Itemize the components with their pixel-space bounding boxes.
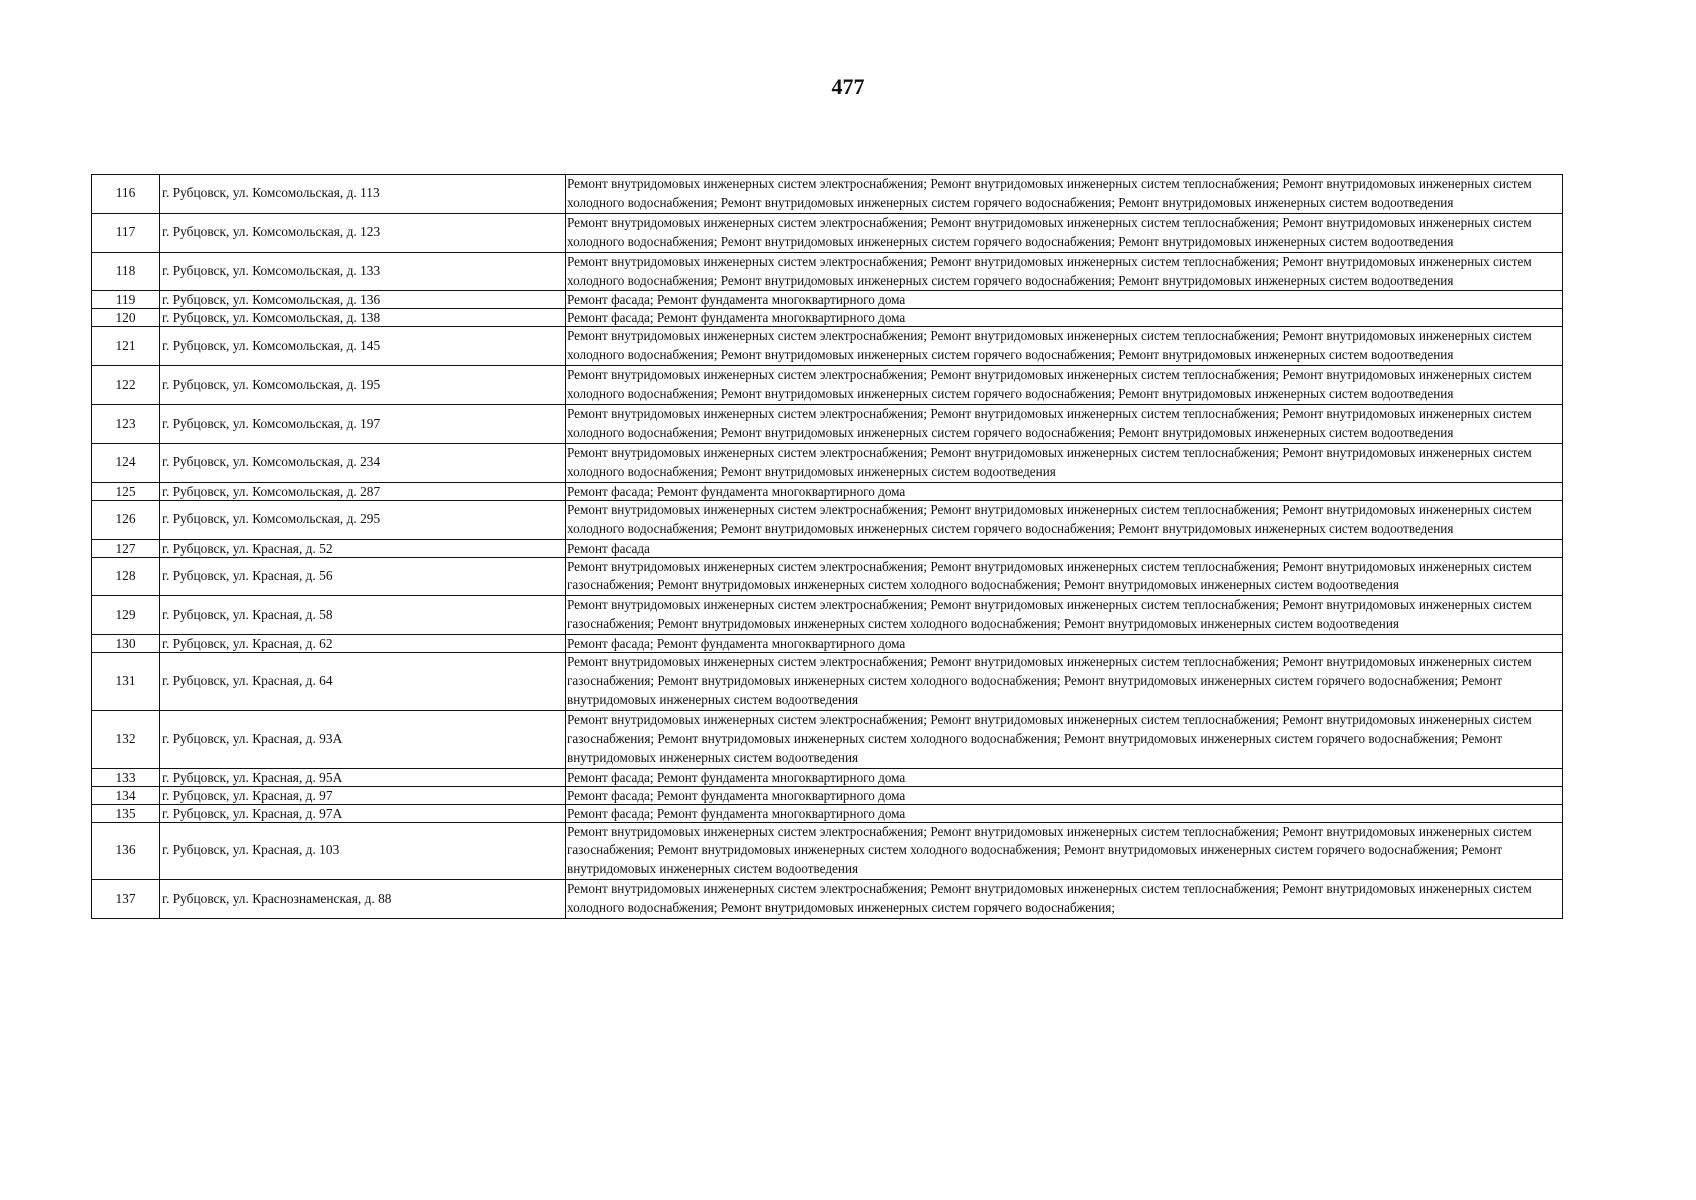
address-cell: г. Рубцовск, ул. Красная, д. 103 xyxy=(160,822,566,880)
table-row xyxy=(92,768,1563,786)
row-number: 135 xyxy=(92,804,160,822)
row-number: 119 xyxy=(92,291,160,309)
address-cell: г. Рубцовск, ул. Красная, д. 58 xyxy=(160,596,566,635)
row-number: 132 xyxy=(92,710,160,768)
row-number: 116 xyxy=(92,175,160,214)
works-cell: Ремонт внутридомовых инженерных систем электроснабжения; Ремонт внутридомовых инженерных систем теплоснабжения; Ремонт внутридомовых инженерных систем холодного водоснабжения; Ремонт внутридомовых инженерных систем горячего водоснабжения; Ремонт внутридомовых инженерных систем водоотведения xyxy=(566,500,1563,539)
repair-works-table xyxy=(91,174,1563,919)
works-cell: Ремонт внутридомовых инженерных систем электроснабжения; Ремонт внутридомовых инженерных систем теплоснабжения; Ремонт внутридомовых инженерных систем газоснабжения; Ремонт внутридомовых инженерных систем холодного водоснабжения; Ремонт внутридомовых инженерных систем водоотведения xyxy=(566,596,1563,635)
row-number: 127 xyxy=(92,539,160,557)
address-cell: г. Рубцовск, ул. Комсомольская, д. 234 xyxy=(160,443,566,482)
table-row xyxy=(92,443,1563,482)
works-cell: Ремонт фасада; Ремонт фундамента многоквартирного дома xyxy=(566,768,1563,786)
table-row xyxy=(92,175,1563,214)
page-number: 477 xyxy=(831,74,865,99)
address-cell: г. Рубцовск, ул. Комсомольская, д. 295 xyxy=(160,500,566,539)
address-cell: г. Рубцовск, ул. Комсомольская, д. 138 xyxy=(160,309,566,327)
works-cell: Ремонт фасада; Ремонт фундамента многоквартирного дома xyxy=(566,482,1563,500)
address-cell: г. Рубцовск, ул. Красная, д. 62 xyxy=(160,635,566,653)
row-number: 131 xyxy=(92,653,160,711)
table-row xyxy=(92,366,1563,405)
table-row xyxy=(92,213,1563,252)
row-number: 118 xyxy=(92,252,160,291)
works-cell: Ремонт внутридомовых инженерных систем электроснабжения; Ремонт внутридомовых инженерных систем теплоснабжения; Ремонт внутридомовых инженерных систем холодного водоснабжения; Ремонт внутридомовых инженерных систем горячего водоснабжения; Ремонт внутридомовых инженерных систем водоотведения xyxy=(566,252,1563,291)
works-cell: Ремонт внутридомовых инженерных систем электроснабжения; Ремонт внутридомовых инженерных систем теплоснабжения; Ремонт внутридомовых инженерных систем холодного водоснабжения; Ремонт внутридомовых инженерных систем горячего водоснабжения; xyxy=(566,880,1563,919)
table-row xyxy=(92,482,1563,500)
address-cell: г. Рубцовск, ул. Комсомольская, д. 287 xyxy=(160,482,566,500)
table-row xyxy=(92,500,1563,539)
table-row xyxy=(92,880,1563,919)
works-cell: Ремонт фасада; Ремонт фундамента многоквартирного дома xyxy=(566,635,1563,653)
table-row xyxy=(92,596,1563,635)
table-row xyxy=(92,405,1563,444)
works-cell: Ремонт внутридомовых инженерных систем электроснабжения; Ремонт внутридомовых инженерных систем теплоснабжения; Ремонт внутридомовых инженерных систем газоснабжения; Ремонт внутридомовых инженерных систем холодного водоснабжения; Ремонт внутридомовых инженерных систем водоотведения xyxy=(566,557,1563,596)
works-cell: Ремонт внутридомовых инженерных систем электроснабжения; Ремонт внутридомовых инженерных систем теплоснабжения; Ремонт внутридомовых инженерных систем холодного водоснабжения; Ремонт внутридомовых инженерных систем горячего водоснабжения; Ремонт внутридомовых инженерных систем водоотведения xyxy=(566,327,1563,366)
table-row xyxy=(92,653,1563,711)
row-number: 120 xyxy=(92,309,160,327)
address-cell: г. Рубцовск, ул. Красная, д. 95А xyxy=(160,768,566,786)
works-cell: Ремонт фасада; Ремонт фундамента многоквартирного дома xyxy=(566,291,1563,309)
row-number: 133 xyxy=(92,768,160,786)
row-number: 126 xyxy=(92,500,160,539)
works-cell: Ремонт фасада xyxy=(566,539,1563,557)
table-row xyxy=(92,804,1563,822)
address-cell: г. Рубцовск, ул. Комсомольская, д. 195 xyxy=(160,366,566,405)
table-row xyxy=(92,557,1563,596)
table-row xyxy=(92,635,1563,653)
works-cell: Ремонт внутридомовых инженерных систем электроснабжения; Ремонт внутридомовых инженерных систем теплоснабжения; Ремонт внутридомовых инженерных систем газоснабжения; Ремонт внутридомовых инженерных систем холодного водоснабжения; Ремонт внутридомовых инженерных систем горячего водоснабжения; Ремонт внутридомовых инженерных систем водоотведения xyxy=(566,822,1563,880)
works-cell: Ремонт внутридомовых инженерных систем электроснабжения; Ремонт внутридомовых инженерных систем теплоснабжения; Ремонт внутридомовых инженерных систем газоснабжения; Ремонт внутридомовых инженерных систем холодного водоснабжения; Ремонт внутридомовых инженерных систем горячего водоснабжения; Ремонт внутридомовых инженерных систем водоотведения xyxy=(566,653,1563,711)
address-cell: г. Рубцовск, ул. Краснознаменская, д. 88 xyxy=(160,880,566,919)
address-cell: г. Рубцовск, ул. Красная, д. 52 xyxy=(160,539,566,557)
address-cell: г. Рубцовск, ул. Красная, д. 93А xyxy=(160,710,566,768)
address-cell: г. Рубцовск, ул. Красная, д. 64 xyxy=(160,653,566,711)
works-cell: Ремонт внутридомовых инженерных систем электроснабжения; Ремонт внутридомовых инженерных систем теплоснабжения; Ремонт внутридомовых инженерных систем холодного водоснабжения; Ремонт внутридомовых инженерных систем горячего водоснабжения; Ремонт внутридомовых инженерных систем водоотведения xyxy=(566,405,1563,444)
address-cell: г. Рубцовск, ул. Красная, д. 56 xyxy=(160,557,566,596)
address-cell: г. Рубцовск, ул. Комсомольская, д. 145 xyxy=(160,327,566,366)
row-number: 124 xyxy=(92,443,160,482)
table-body xyxy=(92,175,1563,919)
row-number: 128 xyxy=(92,557,160,596)
address-cell: г. Рубцовск, ул. Красная, д. 97А xyxy=(160,804,566,822)
address-cell: г. Рубцовск, ул. Комсомольская, д. 113 xyxy=(160,175,566,214)
works-cell: Ремонт внутридомовых инженерных систем электроснабжения; Ремонт внутридомовых инженерных систем теплоснабжения; Ремонт внутридомовых инженерных систем холодного водоснабжения; Ремонт внутридомовых инженерных систем горячего водоснабжения; Ремонт внутридомовых инженерных систем водоотведения xyxy=(566,175,1563,214)
row-number: 130 xyxy=(92,635,160,653)
row-number: 117 xyxy=(92,213,160,252)
address-cell: г. Рубцовск, ул. Красная, д. 97 xyxy=(160,786,566,804)
row-number: 123 xyxy=(92,405,160,444)
table-row xyxy=(92,822,1563,880)
row-number: 121 xyxy=(92,327,160,366)
works-cell: Ремонт внутридомовых инженерных систем электроснабжения; Ремонт внутридомовых инженерных систем теплоснабжения; Ремонт внутридомовых инженерных систем газоснабжения; Ремонт внутридомовых инженерных систем холодного водоснабжения; Ремонт внутридомовых инженерных систем горячего водоснабжения; Ремонт внутридомовых инженерных систем водоотведения xyxy=(566,710,1563,768)
table-row xyxy=(92,710,1563,768)
works-cell: Ремонт внутридомовых инженерных систем электроснабжения; Ремонт внутридомовых инженерных систем теплоснабжения; Ремонт внутридомовых инженерных систем холодного водоснабжения; Ремонт внутридомовых инженерных систем водоотведения xyxy=(566,443,1563,482)
address-cell: г. Рубцовск, ул. Комсомольская, д. 197 xyxy=(160,405,566,444)
row-number: 136 xyxy=(92,822,160,880)
works-cell: Ремонт фасада; Ремонт фундамента многоквартирного дома xyxy=(566,786,1563,804)
address-cell: г. Рубцовск, ул. Комсомольская, д. 123 xyxy=(160,213,566,252)
address-cell: г. Рубцовск, ул. Комсомольская, д. 136 xyxy=(160,291,566,309)
works-cell: Ремонт внутридомовых инженерных систем электроснабжения; Ремонт внутридомовых инженерных систем теплоснабжения; Ремонт внутридомовых инженерных систем холодного водоснабжения; Ремонт внутридомовых инженерных систем горячего водоснабжения; Ремонт внутридомовых инженерных систем водоотведения xyxy=(566,366,1563,405)
table-row xyxy=(92,786,1563,804)
row-number: 129 xyxy=(92,596,160,635)
table-row xyxy=(92,291,1563,309)
table-row xyxy=(92,539,1563,557)
row-number: 122 xyxy=(92,366,160,405)
works-cell: Ремонт фасада; Ремонт фундамента многоквартирного дома xyxy=(566,309,1563,327)
works-cell: Ремонт внутридомовых инженерных систем электроснабжения; Ремонт внутридомовых инженерных систем теплоснабжения; Ремонт внутридомовых инженерных систем холодного водоснабжения; Ремонт внутридомовых инженерных систем горячего водоснабжения; Ремонт внутридомовых инженерных систем водоотведения xyxy=(566,213,1563,252)
row-number: 125 xyxy=(92,482,160,500)
address-cell: г. Рубцовск, ул. Комсомольская, д. 133 xyxy=(160,252,566,291)
row-number: 137 xyxy=(92,880,160,919)
table-row xyxy=(92,327,1563,366)
table-row xyxy=(92,252,1563,291)
table-row xyxy=(92,309,1563,327)
row-number: 134 xyxy=(92,786,160,804)
works-cell: Ремонт фасада; Ремонт фундамента многоквартирного дома xyxy=(566,804,1563,822)
